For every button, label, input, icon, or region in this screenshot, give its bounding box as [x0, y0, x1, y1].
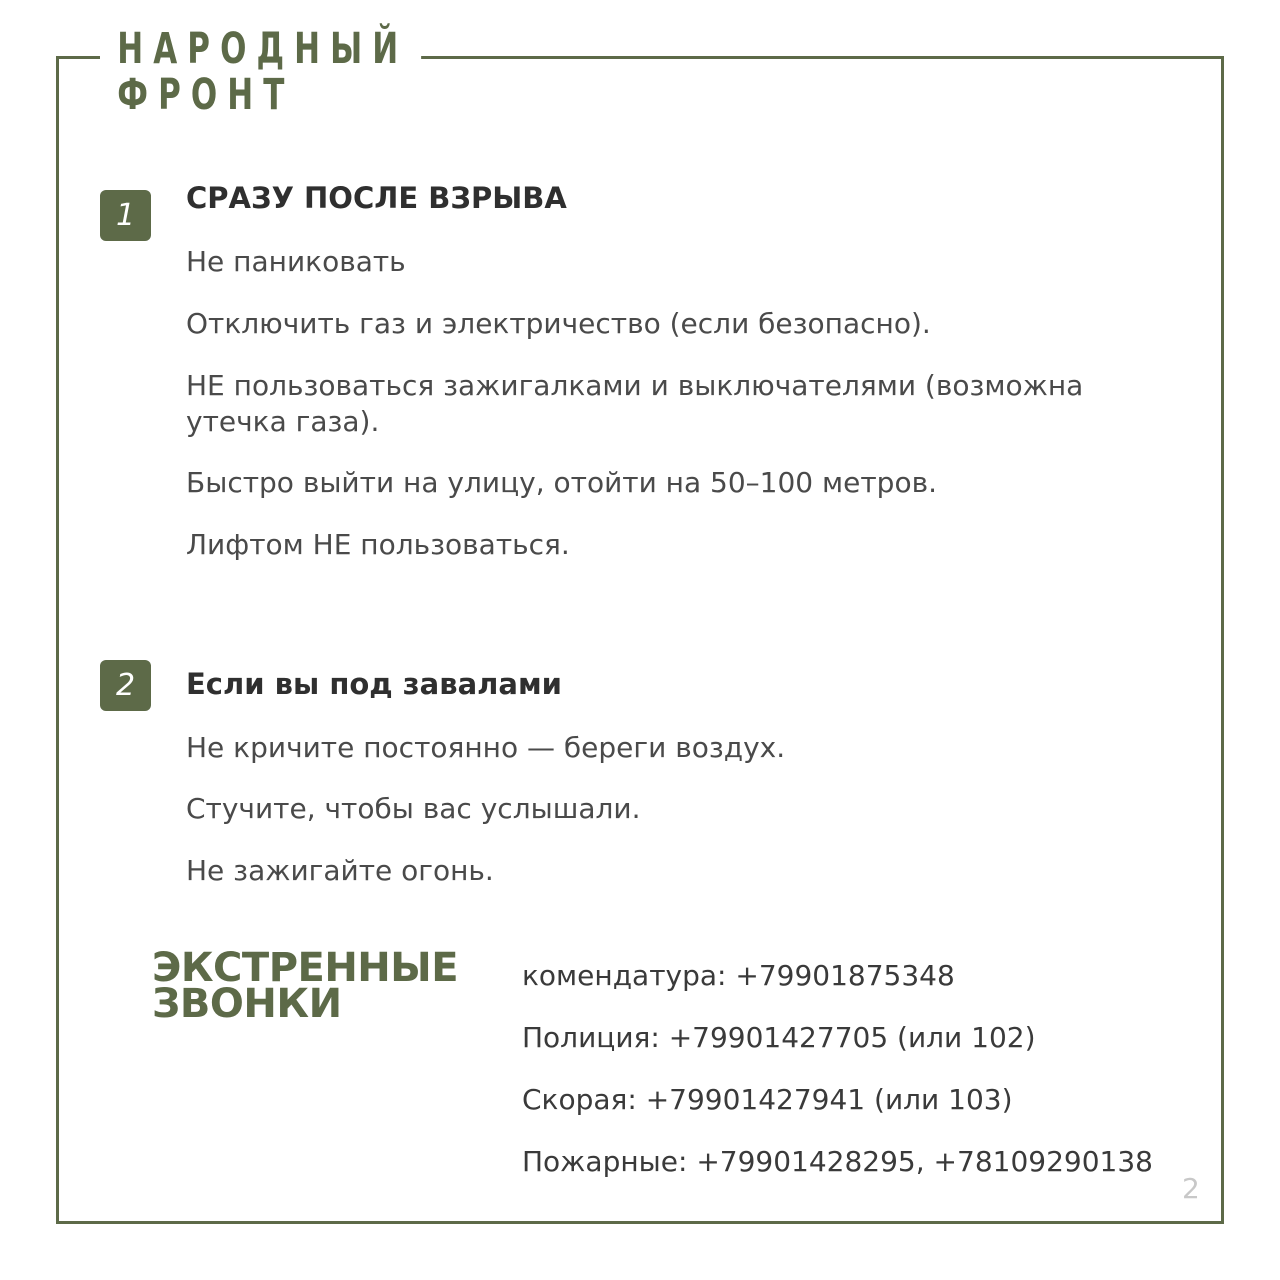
emergency-heading-line-2: ЗВОНКИ	[152, 981, 342, 1027]
section-1-title: СРАЗУ ПОСЛЕ ВЗРЫВА	[186, 181, 567, 215]
emergency-calls-heading	[152, 945, 459, 1027]
section-2-title: Если вы под завалами	[186, 667, 562, 701]
section-1-item: НЕ пользоваться зажигалками и выключателями (возможна утечка газа).	[186, 369, 1084, 438]
page-number: 2	[1182, 1172, 1200, 1205]
contact-commandant: комендатура: +79901875348	[522, 959, 955, 992]
section-1-item: Отключить газ и электричество (если безопасно).	[186, 307, 931, 340]
section-1-item: Быстро выйти на улицу, отойти на 50–100 метров.	[186, 466, 937, 499]
logo	[100, 26, 421, 118]
section-2-item: Не кричите постоянно — береги воздух.	[186, 731, 786, 764]
emergency-heading-line-1: ЭКСТРЕННЫЕ	[152, 945, 459, 991]
section-2-item: Не зажигайте огонь.	[186, 854, 494, 887]
section-1-number-badge: 1	[100, 190, 151, 241]
logo-line-2: ФРОНТ	[117, 70, 295, 120]
section-1-item: Лифтом НЕ пользоваться.	[186, 528, 570, 561]
contact-fire: Пожарные: +79901428295, +78109290138	[522, 1145, 1153, 1178]
section-2-number-badge: 2	[100, 660, 151, 711]
section-1-item: Не паниковать	[186, 245, 406, 278]
logo-line-1: НАРОДНЫЙ	[117, 24, 409, 74]
section-2-item: Стучите, чтобы вас услышали.	[186, 792, 641, 825]
contact-ambulance: Скорая: +79901427941 (или 103)	[522, 1083, 1013, 1116]
contact-police: Полиция: +79901427705 (или 102)	[522, 1021, 1036, 1054]
